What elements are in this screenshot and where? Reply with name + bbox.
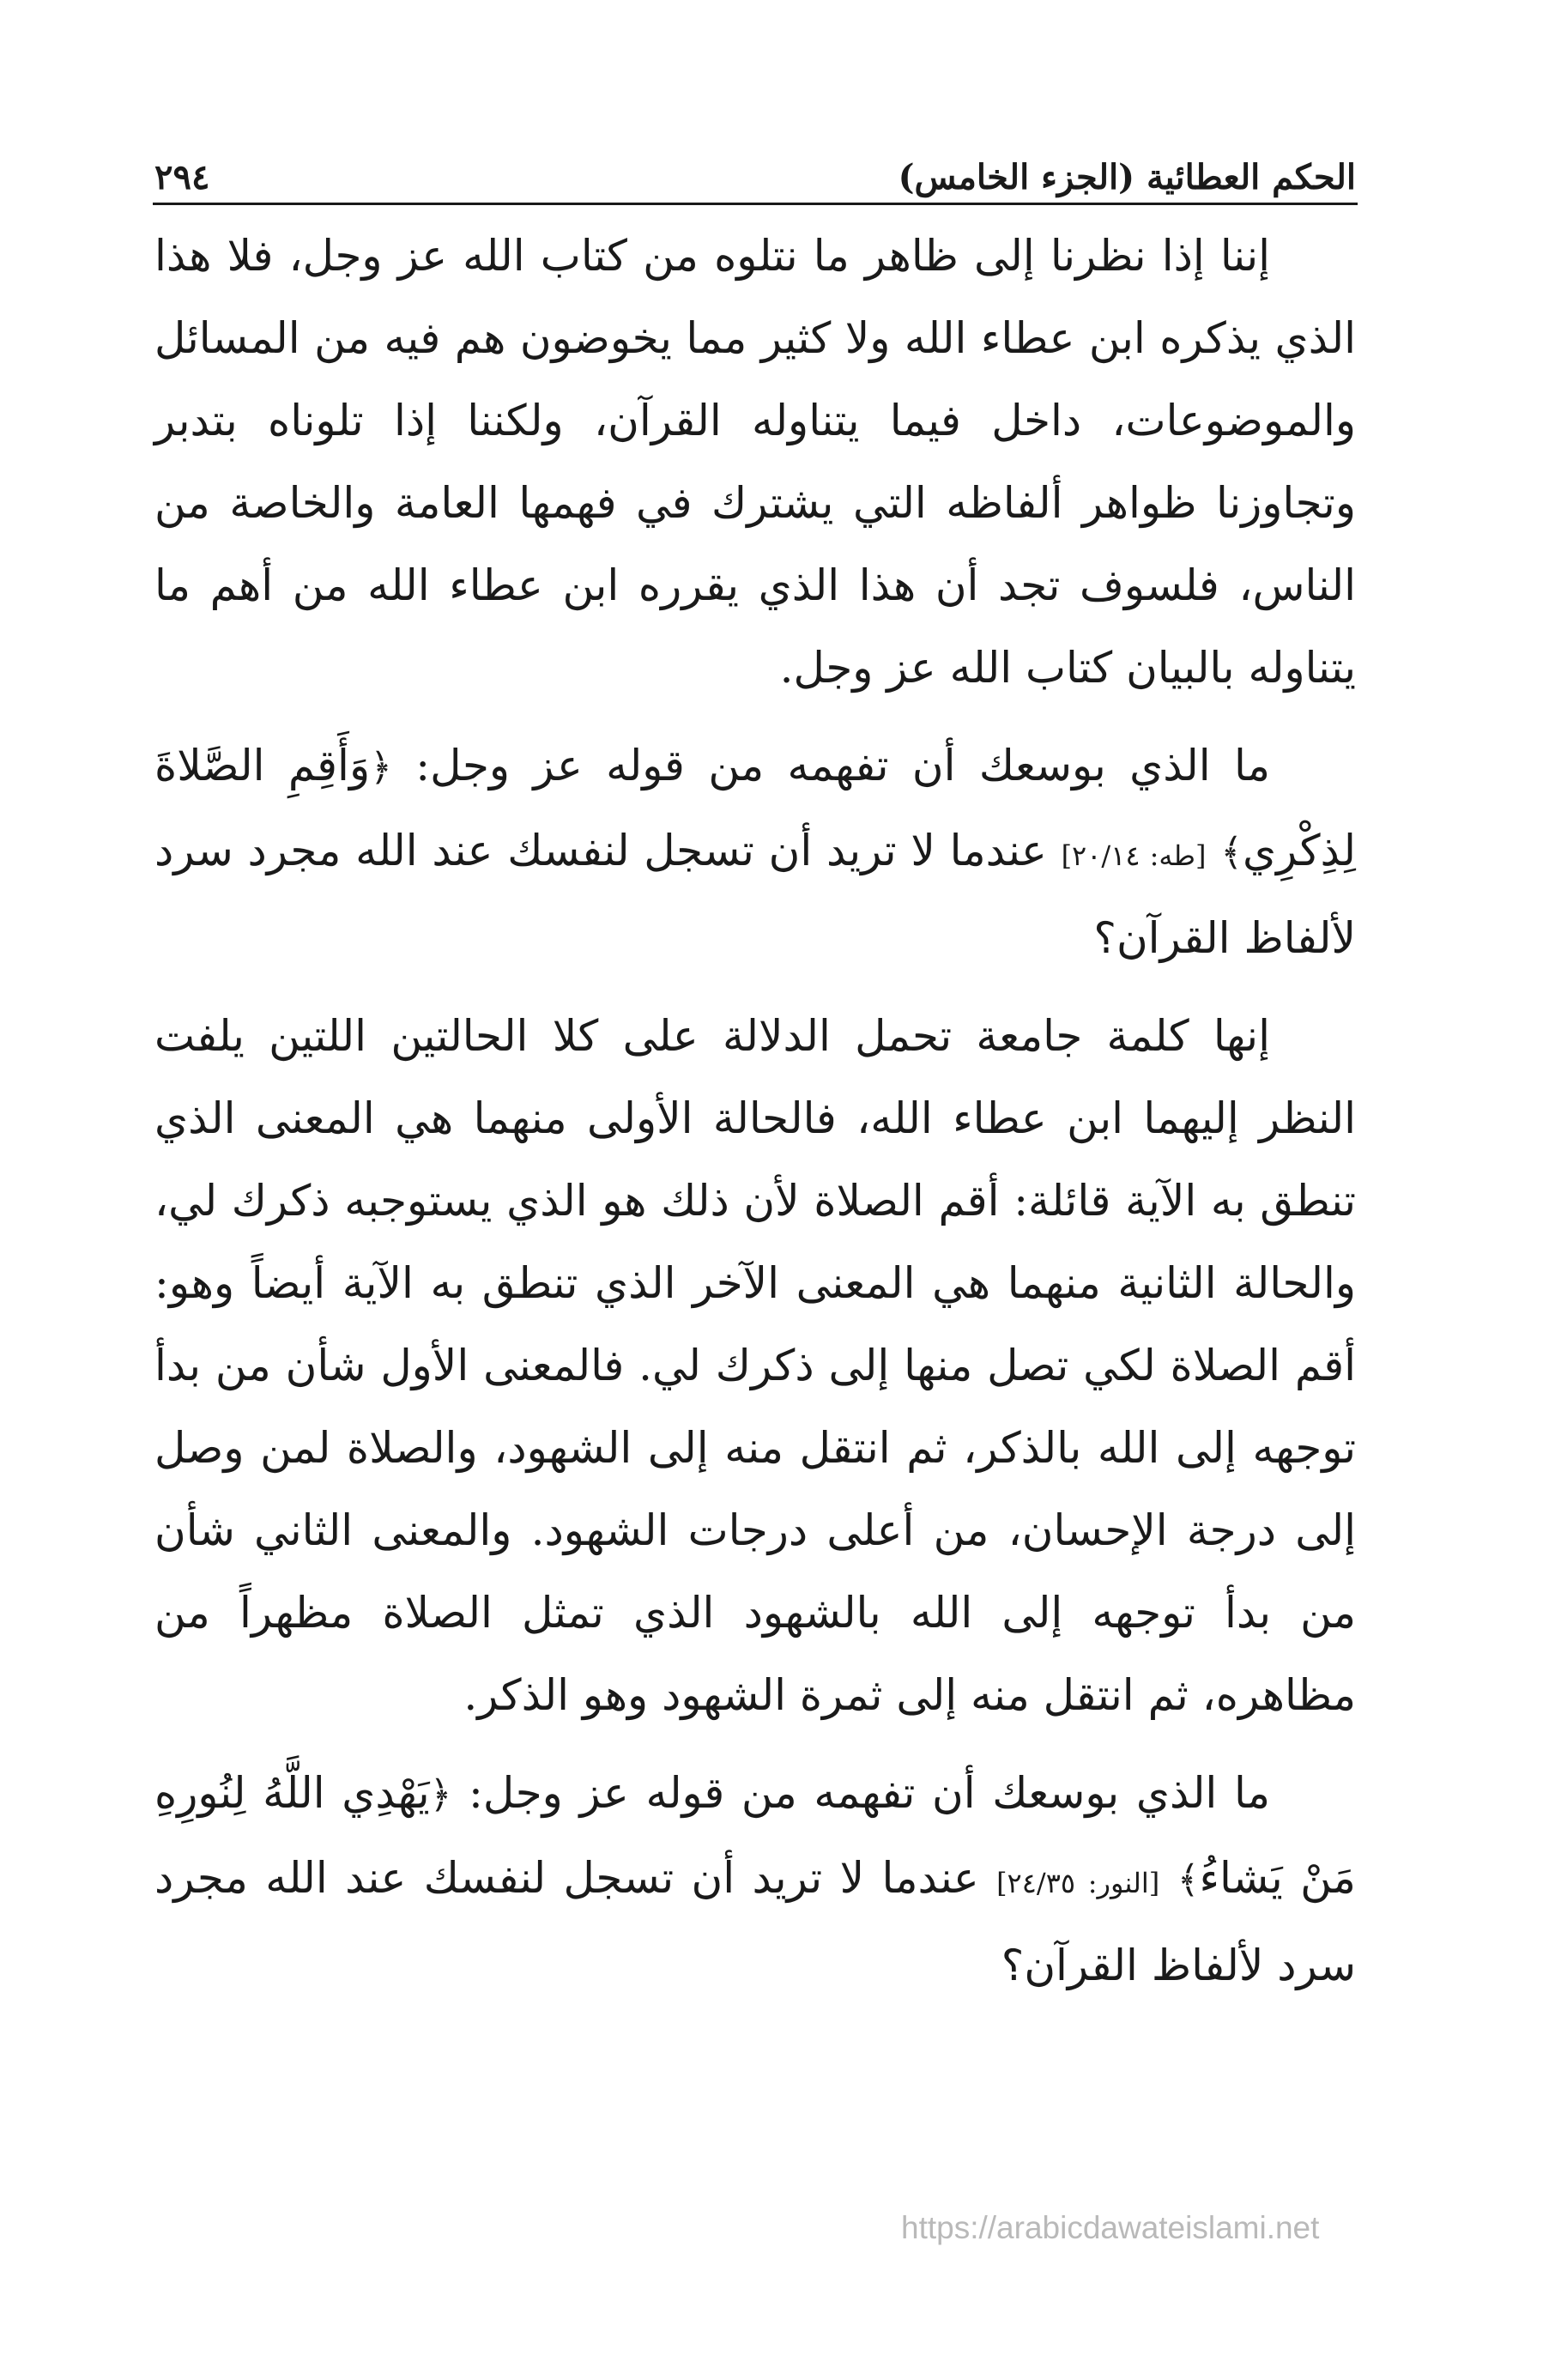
quran-verse-2: يَهْدِي اللَّهُ لِنُورِهِ مَنْ يَشاءُ: [154, 1768, 1356, 1903]
running-header: [154, 146, 1356, 197]
quran-brace-open: ﴿: [370, 746, 392, 790]
quran-verse-1: وَأَقِمِ الصَّلاةَ لِذِكْرِي: [154, 741, 1357, 875]
paragraph-1-text: إننا إذا نظرنا إلى ظاهر ما نتلوه من كتاب الله عز وجل، فلا هذا الذي يذكره ابن عطاء الله ولا كثير مما يخوضون هم فيه من المسائل والموضوعات، داخل فيما يتناوله القرآن، ولكننا إذا تلوناه بتدبر وتجاوزنا ظواهر ألفاظه التي يشترك في فهمها العامة والخاصة من الناس، فلسوف تجد أن هذا الذي يقرره ابن عطاء الله من أهم ما يتناوله بالبيان كتاب الله عز وجل.: [154, 231, 1356, 693]
quran-brace-open: ﴿: [429, 1773, 452, 1817]
paragraph-2-tail: عندما لا تريد أن تسجل لنفسك عند الله مجرد سرد لألفاظ القرآن؟: [154, 826, 1356, 963]
paragraph-4-lead: ما الذي بوسعك أن تفهمه من قوله عز وجل:: [469, 1768, 1270, 1818]
paragraph-4: [154, 1752, 1356, 2007]
verse-reference-1: [طه: ٢٠/١٤]: [1061, 839, 1207, 872]
page-body: [154, 215, 1356, 2007]
paragraph-3-text: إنها كلمة جامعة تحمل الدلالة على كلا الحالتين اللتين يلفت النظر إليهما ابن عطاء الله، فالحالة الأولى منهما هي المعنى الذي تنطق به الآية قائلة: أقم الصلاة لأن ذلك هو الذي يستوجبه ذكرك لي، والحالة الثانية منهما هي المعنى الآخر الذي تنطق به الآية أيضاً وهو: أقم الصلاة لكي تصل منها إلى ذكرك لي. فالمعنى الأول شأن من بدأ توجهه إلى الله بالذكر، ثم انتقل منه إلى الشهود، والصلاة لمن وصل إلى درجة الإحسان، من أعلى درجات الشهود. والمعنى الثاني شأن من بدأ توجهه إلى الله بالشهود الذي تمثل الصلاة مظهراً من مظاهره، ثم انتقل منه إلى ثمرة الشهود وهو الذكر.: [154, 1011, 1356, 1720]
paragraph-4-tail: عندما لا تريد أن تسجل لنفسك عند الله مجرد سرد لألفاظ القرآن؟: [154, 1853, 1356, 1990]
page-number: ٢٩٤: [154, 157, 210, 197]
paragraph-3: [154, 995, 1356, 1736]
watermark-url: https://arabicdawateislami.net: [901, 2210, 1320, 2245]
quran-brace-close: ﴾: [1177, 1858, 1200, 1902]
running-title: الحكم العطائية (الجزء الخامس): [898, 157, 1356, 197]
paragraph-1: [154, 215, 1356, 709]
paragraph-2: [154, 724, 1356, 979]
header-rule: [153, 203, 1358, 205]
paragraph-2-lead: ما الذي بوسعك أن تفهمه من قوله عز وجل:: [415, 741, 1270, 790]
verse-reference-2: [النور: ٢٤/٣٥]: [996, 1867, 1160, 1899]
quran-brace-close: ﴾: [1220, 831, 1243, 875]
